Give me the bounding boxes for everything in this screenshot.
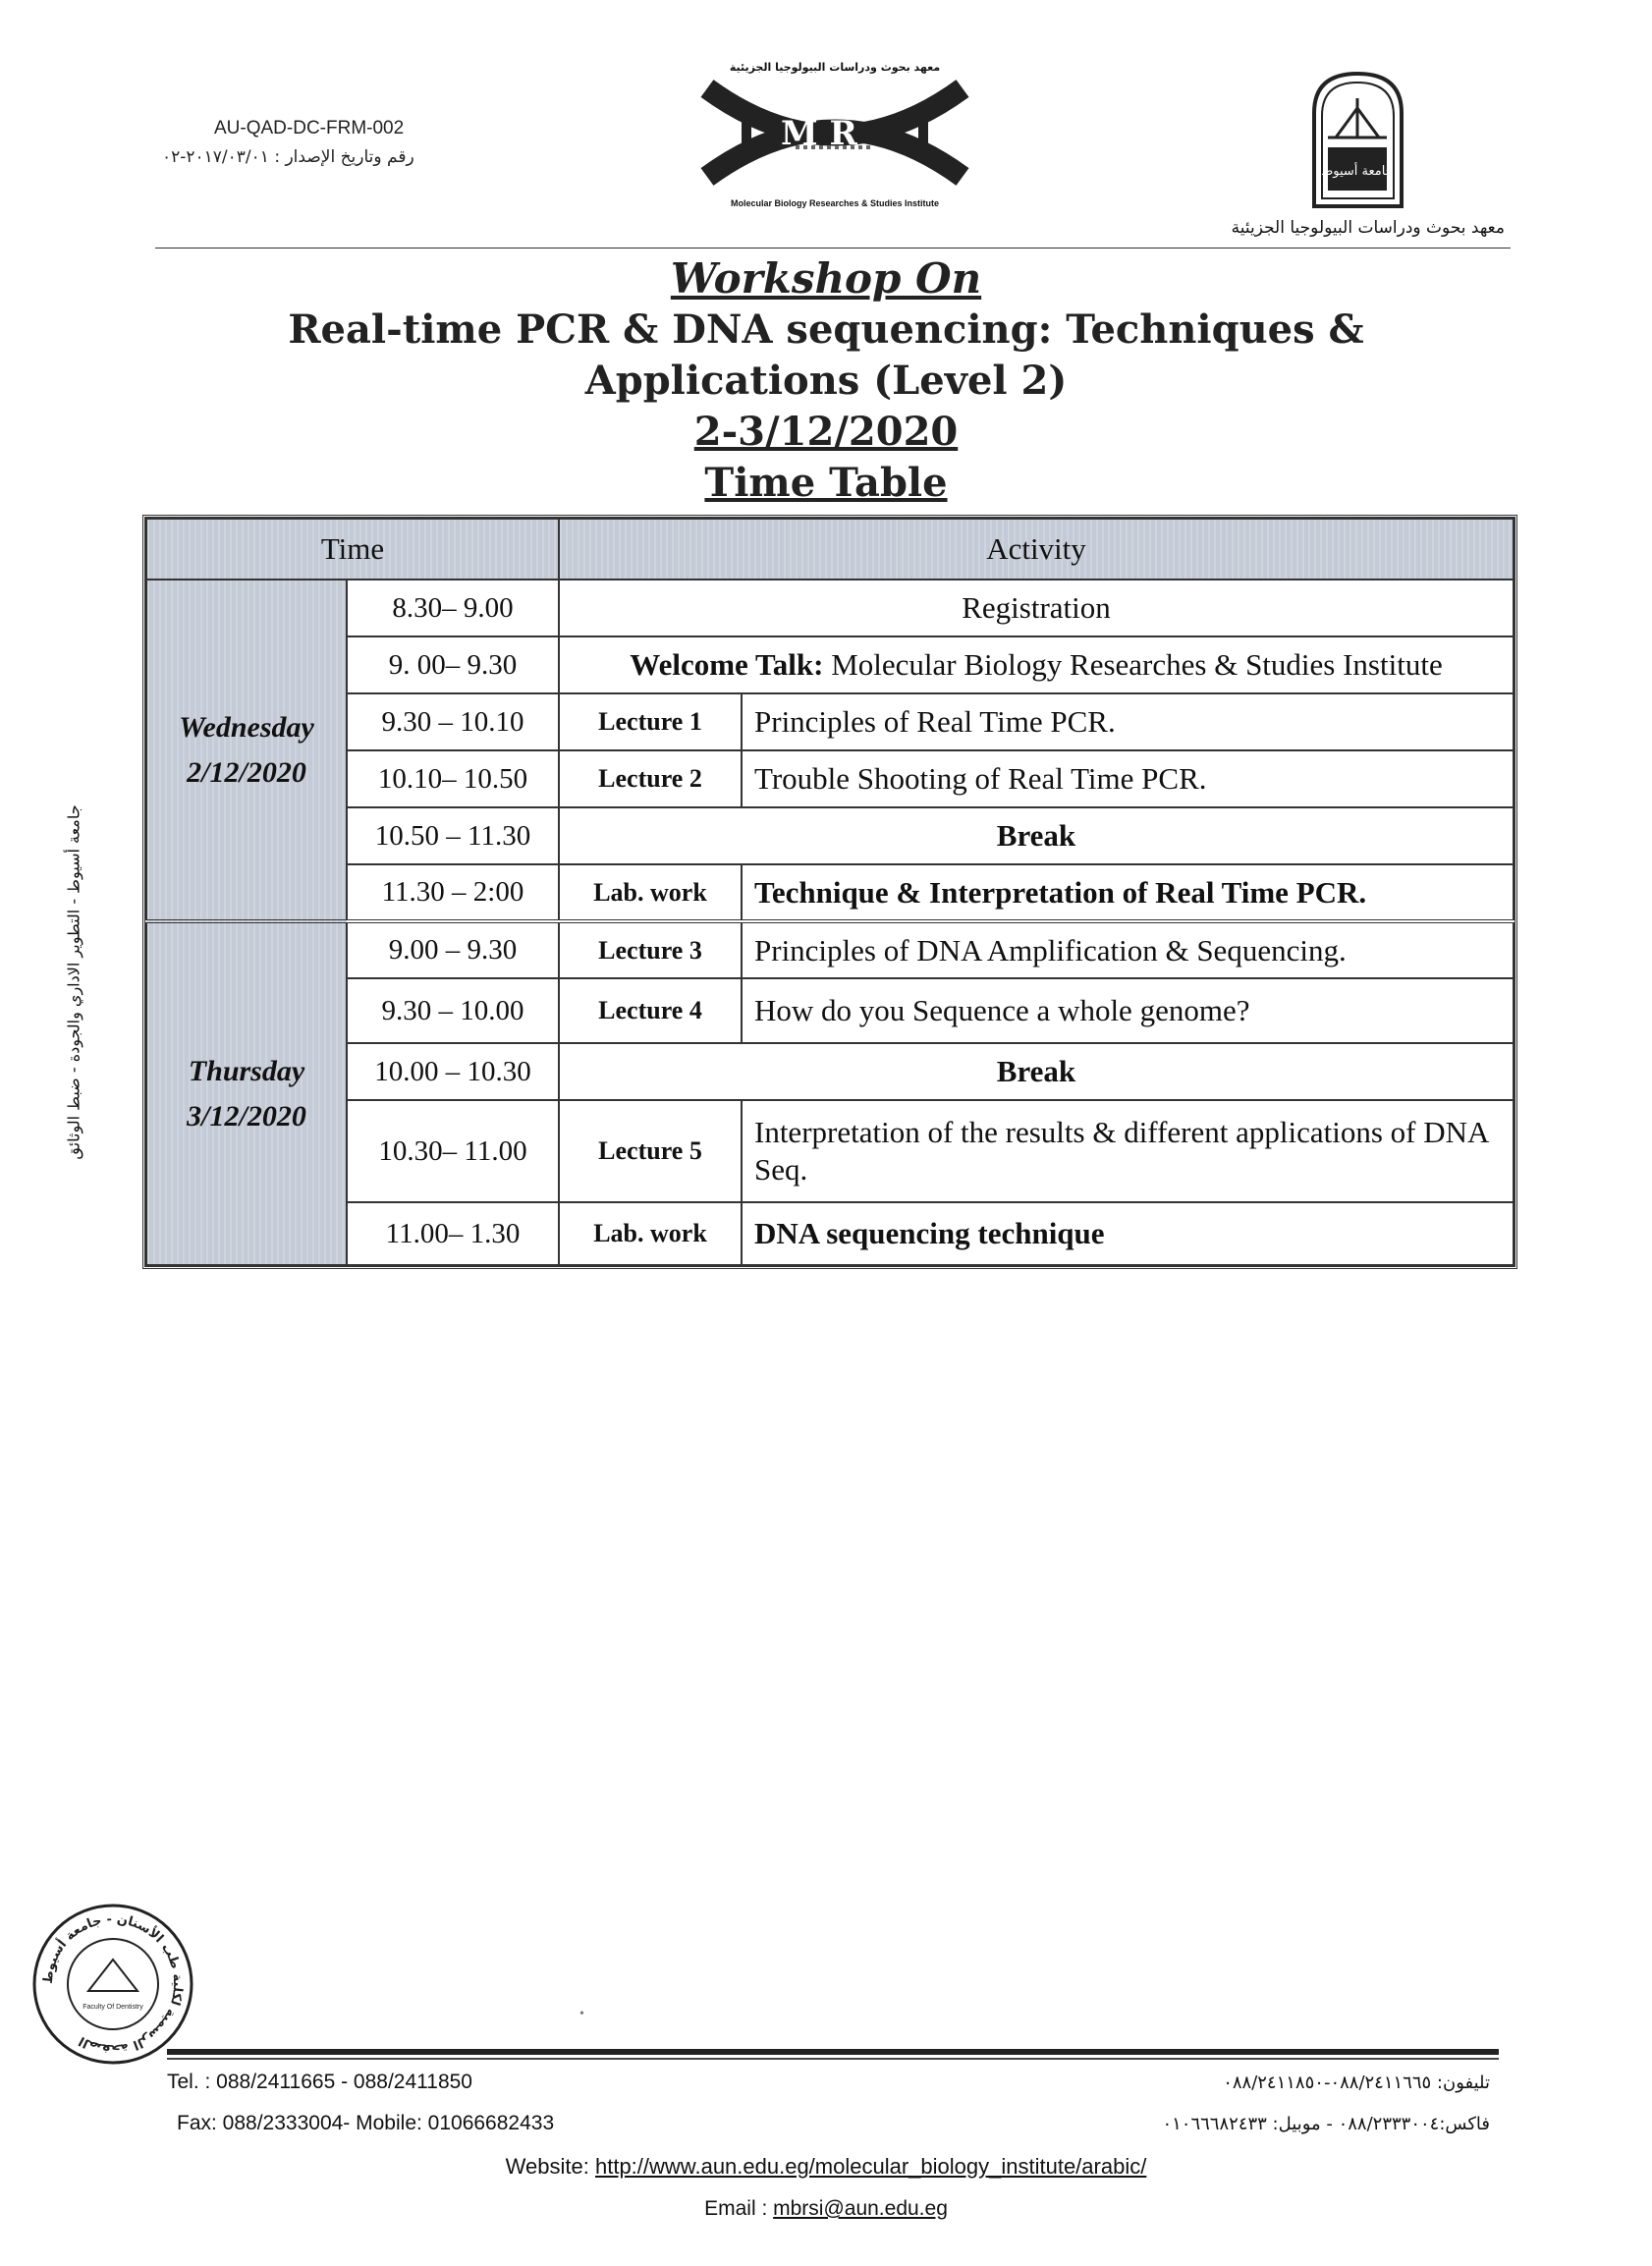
telephone-arabic: تليفون: ٠٨٨/٢٤١١٦٦٥-٠٨٨/٢٤١١٨٥٠: [1223, 2073, 1490, 2093]
activity-cell: Principles of Real Time PCR.: [742, 693, 1514, 750]
time-cell: 9.30 – 10.10: [347, 693, 559, 750]
activity-cell: Technique & Interpretation of Real Time PCR.: [742, 864, 1514, 921]
institute-caption: معهد بحوث ودراسات البيولوجيا الجزيئية: [1231, 218, 1505, 238]
day-name: Wednesday: [179, 710, 314, 744]
footer-divider-thin: [167, 2058, 1499, 2060]
day-name: Thursday: [188, 1054, 305, 1087]
seal-inner-text: Faculty Of Dentistry: [83, 2004, 143, 2011]
activity-text: Molecular Biology Researches & Studies Institute: [823, 647, 1443, 682]
activity-cell: Principles of DNA Amplification & Sequencing.: [742, 921, 1514, 978]
time-cell: 10.30– 11.00: [347, 1100, 559, 1202]
fax-mobile: Fax: 088/2333004- Mobile: 01066682433: [177, 2112, 555, 2134]
university-logo: [1306, 69, 1409, 211]
side-document-control-text: [44, 766, 103, 1198]
university-logo-text: جامعة أسيوط: [1321, 164, 1394, 179]
activity-cell: Registration: [559, 580, 1514, 636]
break-cell: Break: [559, 807, 1514, 864]
faculty-seal-icon: [29, 1901, 196, 2068]
table-row: [146, 636, 1514, 693]
website-link[interactable]: http://www.aun.edu.eg/molecular_biology_institute/arabic/: [594, 2154, 1147, 2179]
table-row: [146, 1100, 1514, 1202]
table-row: [146, 978, 1514, 1043]
faculty-seal: [29, 1901, 196, 2068]
time-cell: 8.30– 9.00: [347, 580, 559, 636]
activity-cell: How do you Sequence a whole genome?: [742, 978, 1514, 1043]
day-cell-thursday: [146, 921, 347, 1265]
table-row: [146, 750, 1514, 807]
issue-date: رقم وتاريخ الإصدار : ٢٠١٧/٠٣/٠١-٠٢: [162, 147, 414, 167]
day-date: 3/12/2020: [187, 1099, 306, 1133]
time-cell: 11.30 – 2:00: [347, 864, 559, 921]
logo-mark-text: M R: [781, 114, 857, 153]
activity-cell: Trouble Shooting of Real Time PCR.: [742, 750, 1514, 807]
institute-logo: [688, 61, 982, 218]
day-cell-wednesday: [146, 580, 347, 921]
institute-logo-arabic-name: معهد بحوث ودراسات البيولوجيا الجزيئية: [729, 61, 941, 74]
side-text: جامعة أسيوط - التطوير الاداري والجودة - ضبط الوثائق: [64, 804, 83, 1160]
telephone: Tel. : 088/2411665 - 088/2411850: [167, 2071, 472, 2093]
timetable: [142, 515, 1517, 1269]
activity-bold-label: Welcome Talk:: [630, 647, 824, 682]
timetable-heading: Time Table: [704, 460, 948, 506]
session-code-cell: Lecture 3: [559, 921, 742, 978]
table-row: [146, 1202, 1514, 1265]
svg-text:الصفحة الرسمية لكلية طب الأسنا: [41, 1912, 185, 2056]
activity-column-header: Activity: [559, 519, 1514, 580]
workshop-heading: Workshop On: [670, 254, 982, 303]
session-code-cell: Lecture 4: [559, 978, 742, 1043]
table-row: [146, 864, 1514, 921]
table-row: [146, 1043, 1514, 1100]
time-cell: 10.00 – 10.30: [347, 1043, 559, 1100]
time-cell: 11.00– 1.30: [347, 1202, 559, 1265]
institute-logo-english-name: Molecular Biology Researches & Studies Institute: [730, 198, 940, 208]
email-label: Email :: [704, 2197, 768, 2220]
session-code-cell: Lecture 1: [559, 693, 742, 750]
email-link[interactable]: mbrsi@aun.edu.eg: [773, 2197, 948, 2220]
dna-logo-icon: [688, 74, 982, 192]
table-row: [146, 693, 1514, 750]
website: [0, 2154, 1652, 2180]
activity-cell: DNA sequencing technique: [742, 1202, 1514, 1265]
table-row: [146, 580, 1514, 636]
workshop-dates: 2-3/12/2020: [693, 409, 959, 455]
session-code-cell: Lab. work: [559, 864, 742, 921]
form-code: AU-QAD-DC-FRM-002: [214, 118, 405, 138]
time-column-header: Time: [146, 519, 559, 580]
university-emblem-icon: [1306, 69, 1409, 211]
header-divider: [155, 248, 1511, 249]
time-cell: 10.50 – 11.30: [347, 807, 559, 864]
email: [0, 2197, 1652, 2221]
activity-cell: [559, 636, 1514, 693]
session-code-cell: Lecture 5: [559, 1100, 742, 1202]
time-cell: 9. 00– 9.30: [347, 636, 559, 693]
time-cell: 9.30 – 10.00: [347, 978, 559, 1043]
seal-text: الصفحة الرسمية لكلية طب الأسنان - جامعة أسيوط: [40, 1911, 186, 2057]
website-label: Website:: [505, 2154, 589, 2179]
workshop-title-line2: Applications (Level 2): [584, 358, 1068, 404]
activity-cell: Interpretation of the results & different applications of DNA Seq.: [742, 1100, 1514, 1202]
session-code-cell: Lab. work: [559, 1202, 742, 1265]
footer-divider: [167, 2049, 1499, 2055]
day-date: 2/12/2020: [187, 755, 306, 789]
time-cell: 10.10– 10.50: [347, 750, 559, 807]
fax-mobile-arabic: فاكس:٠٨٨/٢٣٣٣٠٠٤ - موبيل: ٠١٠٦٦٦٨٢٤٣٣: [1162, 2114, 1490, 2134]
table-row: [146, 921, 1514, 978]
scan-speck: •: [579, 2007, 584, 2021]
title-block: [0, 253, 1652, 509]
time-cell: 9.00 – 9.30: [347, 921, 559, 978]
session-code-cell: Lecture 2: [559, 750, 742, 807]
break-cell: Break: [559, 1043, 1514, 1100]
workshop-title-line1: Real-time PCR & DNA sequencing: Techniques &: [288, 306, 1364, 353]
table-row: [146, 807, 1514, 864]
